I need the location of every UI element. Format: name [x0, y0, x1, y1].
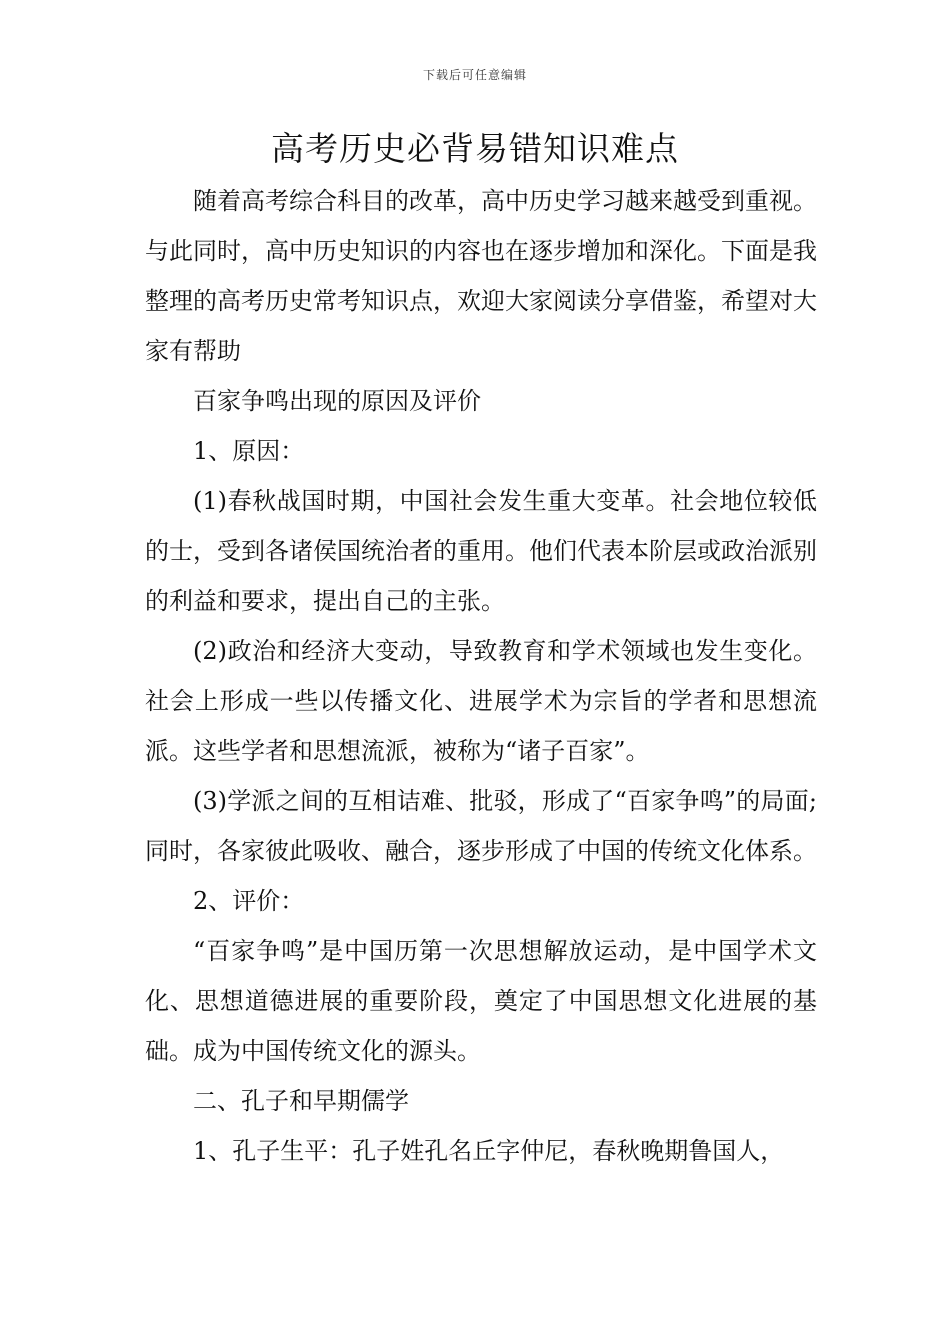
paragraph-reason-2: (2)政治和经济大变动，导致教育和学术领域也发生变化。社会上形成一些以传播文化、进展学术为宗旨的学者和思想流派。这些学者和思想流派，被称为“诸子百家”。 — [145, 637, 817, 765]
paragraph-reason-1: (1)春秋战国时期，中国社会发生重大变革。社会地位较低的士，受到各诸侯国统治者的重用。他们代表本阶层或政治派别的利益和要求，提出自己的主张。 — [145, 487, 817, 615]
paragraph-reason-3: (3)学派之间的互相诘难、批驳，形成了“百家争鸣”的局面;同时，各家彼此吸收、融合，逐步形成了中国的传统文化体系。 — [145, 787, 817, 865]
paragraph-intro: 随着高考综合科目的改革，高中历史学习越来越受到重视。与此同时，高中历史知识的内容也在逐步增加和深化。下面是我整理的高考历史常考知识点，欢迎大家阅读分享借鉴，希望对大家有帮助 — [145, 187, 817, 365]
document-body — [145, 176, 817, 1176]
section-heading-confucius: 二、孔子和早期儒学 — [193, 1087, 409, 1115]
subheading-reasons: 1、原因： — [193, 437, 305, 465]
paragraph-confucius-bio: 1、孔子生平：孔子姓孔名丘字仲尼，春秋晚期鲁国人， — [193, 1137, 785, 1165]
paragraph-evaluation: “百家争鸣”是中国历第一次思想解放运动，是中国学术文化、思想道德进展的重要阶段，奠定了中国思想文化进展的基础。成为中国传统文化的源头。 — [145, 937, 817, 1065]
header-note: 下载后可任意编辑 — [422, 68, 527, 82]
section-heading-hundred-schools: 百家争鸣出现的原因及评价 — [193, 387, 481, 415]
document-title: 高考历史必背易错知识难点 — [271, 129, 679, 168]
subheading-evaluation: 2、评价： — [193, 887, 305, 915]
